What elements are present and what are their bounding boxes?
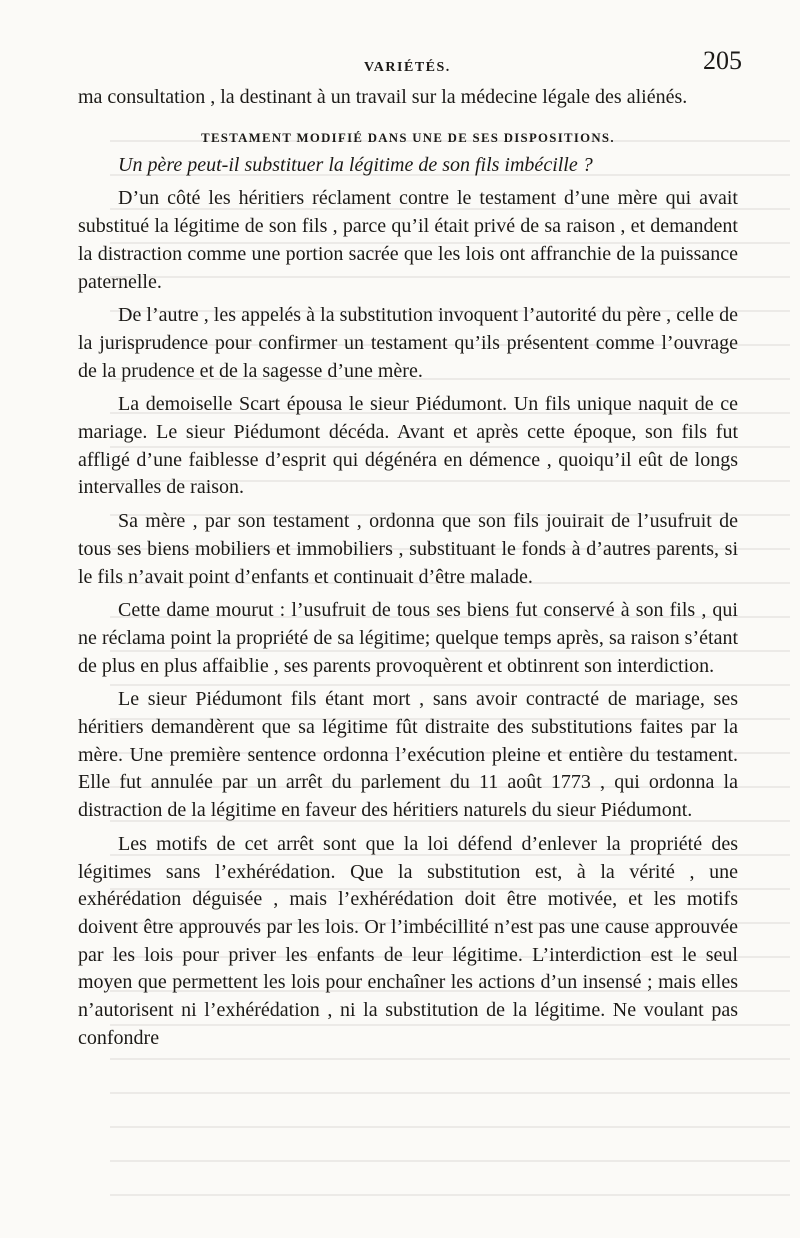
section-question: Un père peut-il substituer la légitime de son fils imbécille ?	[118, 153, 593, 176]
paragraph-6: Le sieur Piédumont fils étant mort , sans avoir contracté de mariage, ses héritiers demandèrent que sa légitime fût distraite des substitutions faites par la mère. Une première sentence ordonna l’exécution pleine et entière du testament. Elle fut annulée par un arrêt du parlement du 11 août 1773 , qui ordonna la distraction de la légitime en faveur des héritiers naturels du sieur Piédumont.	[78, 688, 738, 822]
page-body	[78, 84, 738, 1053]
paragraph-4: Sa mère , par son testament , ordonna que son fils jouirait de l’usufruit de tous ses biens mobiliers et immobiliers , substituant le fonds à d’autres parents, si le fils n’avait point d’enfants et continuait d’être malade.	[78, 510, 738, 588]
intro-paragraph: ma consultation , la destinant à un travail sur la médecine légale des aliénés.	[78, 86, 688, 108]
page-header	[118, 42, 742, 76]
page-number: 205	[703, 46, 742, 75]
paragraph-7: Les motifs de cet arrêt sont que la loi défend d’enlever la propriété des légitimes sans l’exhérédation. Que la substitution est, à la vérité , une exhérédation déguisée , mais l’exhérédation doit être motivée, et les motifs doivent être approuvés par les lois. Or l’imbécillité n’est pas une cause approuvée par les lois pour priver les enfants de leur légitime. L’interdiction est le seul moyen que permettent les lois pour enchaîner les actions d’un insensé ; mais elles n’autorisent ni l’exhérédation , ni la substitution de la légitime. Ne voulant pas confondre	[78, 832, 738, 1049]
paragraph-1: D’un côté les héritiers réclament contre le testament d’une mère qui avait substitué la légitime de son fils , parce qu’il était privé de sa raison , et demandent la distraction comme une portion sacrée que les lois ont affranchie de la puissance paternelle.	[78, 187, 738, 293]
paragraph-3: La demoiselle Scart épousa le sieur Piédumont. Un fils unique naquit de ce mariage. Le sieur Piédumont décéda. Avant et après cette époque, son fils fut affligé d’une faiblesse d’esprit qui dégénéra en démence , quoiqu’il eût de longs intervalles de raison.	[78, 393, 738, 499]
running-title: VARIÉTÉS.	[364, 60, 451, 75]
paragraph-2: De l’autre , les appelés à la substitution invoquent l’autorité du père , celle de la jurisprudence pour confirmer un testament qu’ils présentent comme l’ouvrage de la prudence et de la sagesse d’une mère.	[78, 304, 738, 382]
section-title: TESTAMENT MODIFIÉ DANS UNE DE SES DISPOSITIONS.	[201, 130, 615, 145]
paragraph-5: Cette dame mourut : l’usufruit de tous ses biens fut conservé à son fils , qui ne réclama point la propriété de sa légitime; quelque temps après, sa raison s’étant de plus en plus affaiblie , ses parents provoquèrent et obtinrent son interdiction.	[78, 599, 738, 677]
